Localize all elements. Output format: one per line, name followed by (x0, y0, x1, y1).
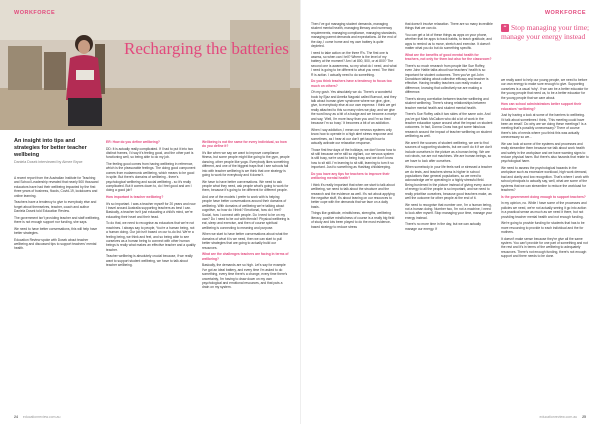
paragraph: Oh my gosh. Yes absolutely we do. There's a wonderful book by Ejaz and Amelia Nagoski called Burnout, and they talk about human giver syndrome where we give, give, give, to everybody else at our own expense. I think we get really attached to this so many roles we play, and we give the word busy as a bit of a badge and we become a martyr and say, 'Well, I'm more busy than you and I'm so tired because I'm so busy.' It becomes a bit of an addiction. (311, 90, 397, 126)
paragraph: And one of the models I prefer to work with is helping people have better conversations around their domains of wellbeing. With domains of wellbeing we're talking about cognitive, so how do I think? Emotional, how do I feel? Social, how I connect with people. Do I need to be on my own? Do I need to be out with friends? Physical wellbeing is eat, sleep and exercise, and then of course spiritual wellbeing is connecting to meaning and purpose. (202, 195, 290, 230)
article-headline: Recharging the batteries (124, 39, 289, 58)
byline: Daniela Dosek interviewed by Aimee Bryce (14, 160, 83, 164)
quote-mark-icon: “ (501, 24, 509, 32)
right-column-2 (405, 22, 493, 233)
page-number: 25 (582, 415, 586, 419)
question-heading: What are the challenges teachers are facing in terms of wellbeing? (202, 252, 289, 261)
page-footer (14, 415, 60, 419)
paragraph: Teacher wellbeing is absolutely crucial because, if we really want to support student wellbeing, we have to talk about teacher wellbeing. (106, 254, 193, 268)
left-column-3 (202, 138, 290, 292)
paragraph: I need to take action on the three R's. The first one is assess, so when can I tell? Where is the level of my battery at the moment? Am I at 800, 500, or at 800? The second one is awareness, so my what do I need, and what I need is going to be different to what you need. The third R is action. I actually need to do something. (311, 50, 397, 77)
paragraph: Those first few days of the holidays, we don't know how to sit still because we're still so vigilant, our nervous system is still busy, we're used to being busy and we don't know how to sit still. I'm learning to sit still, learning to turn it so important. Just to something as Hashtag childsleeping. (311, 147, 396, 170)
teacher-photo (0, 0, 300, 130)
page-footer (540, 415, 586, 419)
footer-text: educationreview.com.au (539, 415, 578, 419)
question-heading: How can school administrators better support their educators' wellbeing? (501, 102, 582, 111)
paragraph: that doesn't involve relaxation. There are so many incredible things that we can do. (405, 22, 493, 31)
pull-quote-text: Stop managing your time; manage your energy instead (501, 23, 590, 41)
paragraph: The government isn't providing teacher and staff wellbeing, there is not enough support nor funding, she says. (14, 215, 100, 225)
question-heading: How important is teacher wellbeing? (106, 195, 164, 200)
hero-photo (0, 0, 300, 130)
paragraph: When we start to have better conversations about what the domains of what it is we need, then we can start to pull better strategies that are going to actually build our resources. (202, 232, 288, 250)
paragraph: we really want to help our young people, we need to before our own energy to make sure enough to give. Supporting ourselves is a usual 'why'. If we can be a better educator for the young people that need us, to be a better educator for the young people that we care about. (501, 78, 589, 100)
paragraph: We have to have better conversations. We need to ask people what they need, ask people what's going to work for them, because it's going to be different for different people. (202, 179, 289, 193)
paragraph: There's strong correlation between teacher wellbeing and student wellbeing. There's strong relationships between teacher mental health and student mental health. (405, 96, 489, 110)
paragraph: We aren't the sources of student wellbeing, we are to find sources of supporting students, but we can't do it if we don't include ourselves in the picture as a human being. We are not robots, we are not machines. We are human beings, so we have to look after ourselves. (405, 140, 493, 163)
right-page (300, 0, 600, 424)
section-tag: WORKFORCE (544, 10, 586, 16)
question-heading: What are the benefits of good mental health for teachers, not only for them but also for the classroom? (405, 52, 492, 62)
question-heading: Wellbeing is not the same for every individual, so how do you define it? (202, 140, 287, 149)
right-column-3 (501, 78, 589, 261)
question-heading: Do you have any tips for teachers to improve their wellbeing mental health? (311, 171, 390, 181)
footer-text: educationreview.com.au (22, 415, 61, 419)
paragraph: Then I've got managing student demands, managing student mental health, managing literacy and numeracy requirements, managing compliance, managing standards, managing parent demands and expectations. At the end of the day, I come home and my own battery is quite depleted. (311, 22, 397, 49)
right-column-1 (311, 22, 397, 231)
left-column-1 (14, 176, 100, 253)
paragraph: It's like when we say we want to improve compliance fitness, but some people might like going to the gym, people dancing, other people like yoga. Everybody likes something different, and one of the biggest traps that I see schools fall into with teacher wellbeing is we think that one strategy is going to work for everybody and it doesn't. (202, 151, 290, 178)
paragraph: We need to have better conversations, this will help have better strategies. (14, 226, 98, 236)
paragraph: We're going to provide funding for students that has to be more resourcing to provide to each individual and the for mothers. (501, 221, 585, 234)
question-heading: Is the government doing enough to support teachers? (501, 194, 586, 199)
paragraph: I think it's really important that when we start to talk about wellbeing, we need to talk about the structure and the research and the evidence as well. It's not about applying the negative stuff, it's about leaning on our resources to better cope with the demands that we face on a daily basis. (311, 182, 395, 209)
paragraph: To do that, we need to recognise as educators that we're not machines. I always say to people, You're a human being, not a human doing. Our job isn't based on our to-do list. We're a feeling being, we think and feel, and so being able to see ourselves as a human being to connect with other human beings is really what makes an effective teacher and a quality teacher. (106, 221, 196, 252)
section-tag: WORKFORCE (14, 10, 56, 16)
paragraph: It's so important. I was a teacher myself for 20 years and now I travel around Australia supporting teachers as best I can. Basically, a teacher isn't just educating a child's mind, we're educating their heart and their head. (106, 201, 196, 219)
paragraph: We can look at some of the systems and processes and really streamline them because we talk about work health and safety in the workplace and we have warning signs to reduce physical harm. But there's also hazards that relate to psychological harm. (501, 141, 589, 164)
paragraph: There's so much research from people like Sue Roffey, even John Hattie talks about how teachers' health is so important for student outcomes. Then you've got John Donaldson talking about collective efficacy and teacher is effective. Having healthy teachers can really make a difference, knowing that collectively we are making a difference. (405, 63, 489, 95)
left-column-2 (106, 138, 196, 270)
question-heading: ER: How do you define wellbeing? (106, 140, 160, 144)
paragraph: Basically, the demands are so high. Let's say for example I've got an ideal battery, and every time I'm asked to do something, every time there's a change, every time there's uncertainty, I'm having to draw down on my own psychological and emotional resources, and that puts a drain on my system. (202, 263, 288, 290)
paragraph: We need to recognise that number one, I'm a human being, not a human doing. Number two, I'm not a machine, I need to look after myself. Stop managing your time, manage your energy instead. (405, 202, 493, 220)
paragraph: Just by having a look at some of the barriers to wellbeing. I'd talk about sometimes I think, 'This meeting could have been an email'. Do why are we doing these meetings? Is a meeting that's possibly unnecessary? There of course there's lots of needs where you think this was actually unnecessary so we... (501, 113, 587, 140)
paragraph: In my opinion, no. While I have some of the processes and policies we need, we're not actually seeing it go into action in a practical sense as much as we need it there, but not providing teacher mental health and not enough funding. (501, 201, 587, 219)
paragraph: A recent report from the Australian Institute for Teaching and School Leadership revealed that nearly 500 thousand educators have had their wellbeing impacted by the first three years of business, floods, Covid-19, lockdowns and online learning. (14, 176, 99, 198)
paragraph: DD: It is actually really complicated. If I had to put it into two distinct frames, I'd say it's feeling good, and the other part is functioning well, so being able to do my job. (106, 146, 194, 160)
paragraph: We need to assess the psychological hazards in the workplace such as excessive workload, high work demand, bad and clarity and low recognition. That's where I work with school principals to actually say, well, what are some of the systems that we can streamline to reduce the workload for teachers? (501, 166, 589, 193)
paragraph: Education Review spoke with Dosek about teacher wellbeing and discussed tips to support teachers' mental health. (14, 237, 97, 251)
paragraph: Teachers have a tendency to give to everybody else and forget about themselves, teacher, coach and author Daniela Dosek told Education Review. (14, 200, 97, 214)
paragraph: There's no more time in the day, but we can actually manage our energy. If (405, 222, 481, 231)
question-heading: Do you think teachers have a tendency to focus too much on others? (311, 79, 392, 88)
paragraph: The feeling good comes from having wellbeing in reference, which is the pleasurable feelings. The doing good component comes from eudaemonic wellbeing, which means to be good in spite. But there's domains of wellbeing - there's psychological wellbeing and social wellbeing - so it's really complicated. But it comes down to, do I feel good and am I doing a good job? (106, 162, 196, 193)
pull-quote (501, 24, 591, 41)
standfirst: An insight into tips and strategies for better teacher wellbeing (14, 138, 87, 158)
page-number: 24 (14, 415, 18, 419)
paragraph: Things like gratitude, mindfulness, strengths, wellbeing literacy, positive mindfulness of course is a really big field of study and lots been played to do the most evidence-based strategy to reduce stress (311, 211, 395, 229)
paragraph: You can get a lot of these things as apps on your phone, whether that be apps to track habits, to teach gratitude, and apps to remind us to move, stretch and exercise. It doesn't matter what you do but do something specific. (405, 33, 492, 51)
paragraph: There's Sue Roffey calls it two sides of the same coin. And you've got Mark McCallum who did a lot of work in the teacher education space around what the impact on student outcomes. In fact, Donna Cross has got some fabulous research around the impact of teacher wellbeing on student wellbeing as well. (405, 112, 493, 139)
paragraph: It doesn't make sense because they're give all the same system. You can't provide for one part of something and not the rest and it's in terms of the wellbeing to adequately resources. There's not enough funding, there's not enough support and there needs to be done. (501, 236, 588, 259)
paragraph: When I say addiction, I mean our nervous systems only know how to operate in a high alert stress response and sometimes, as I hear at our don't get taught how to actually activate our relaxation response. (311, 127, 393, 145)
paragraph: When somebody in your life feels well or stressed a teacher we do tests, and teachers stress is higher in school populations than general populations, so we need to acknowledge we're operating in a highly stressful field. Being burdened in the picture instead of giving every ounce of energy to all the people is so important, and we need to really prioritise ourselves, because good teachers make, as well the outcome for other people at the end of it. (405, 165, 493, 200)
